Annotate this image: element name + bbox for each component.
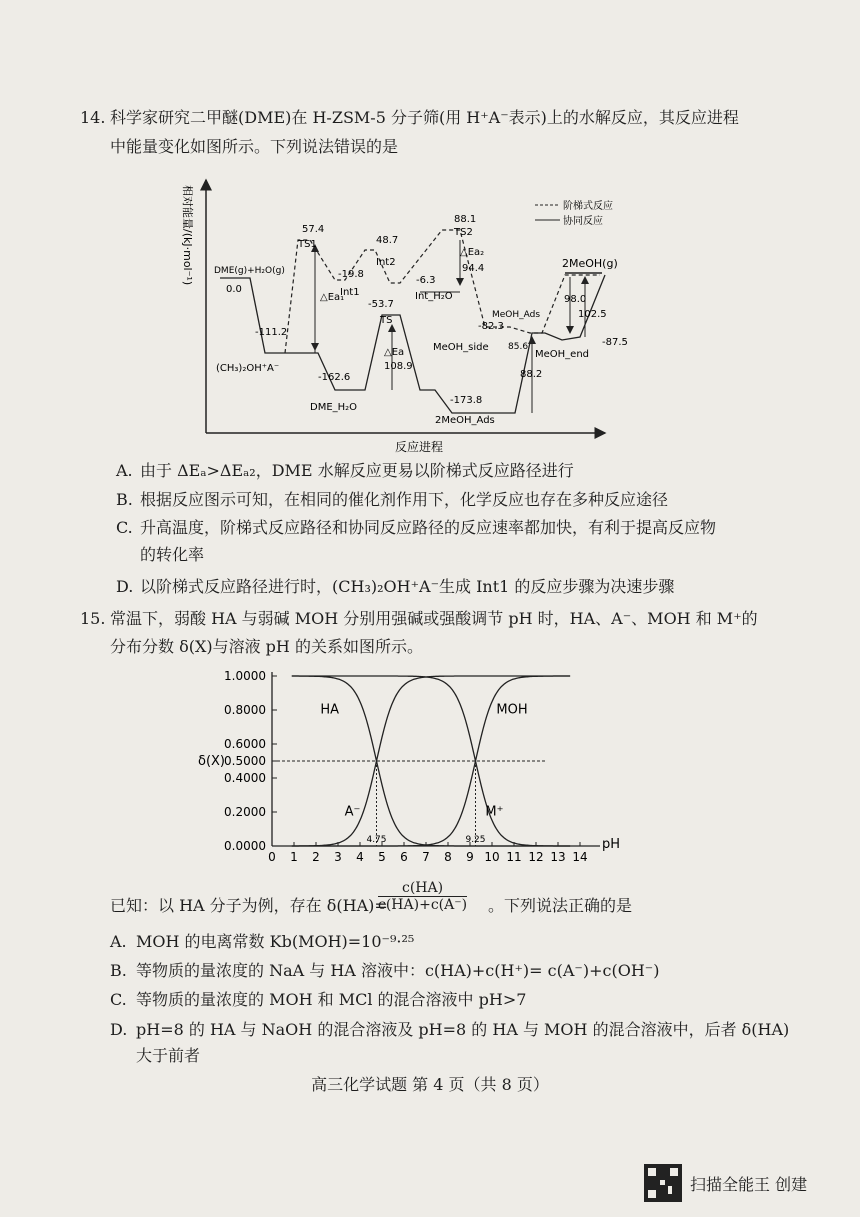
x-tick-label: 3 xyxy=(334,850,342,864)
q14-stem-line2: 中能量变化如图所示。下列说法错误的是 xyxy=(110,137,399,156)
legend-stepwise: 阶梯式反应 xyxy=(563,201,613,212)
qr-code-icon xyxy=(644,1164,682,1202)
label-980: 98.0 xyxy=(564,294,587,305)
x-tick-label: 13 xyxy=(550,850,566,864)
label-1025: 102.5 xyxy=(578,309,607,320)
x-tick-label: 9 xyxy=(466,850,474,864)
y-tick-label: 0.4000 xyxy=(224,771,266,785)
label-0: 0.0 xyxy=(226,284,242,295)
x-tick-label: 10 xyxy=(484,850,500,864)
q15-option-c-text: 等物质的量浓度的 MOH 和 MCl 的混合溶液中 pH>7 xyxy=(136,990,527,1009)
label-ts1: TS1 xyxy=(298,239,317,250)
label-m111: -111.2 xyxy=(255,327,288,338)
label-inth2o: Int_H₂O xyxy=(415,291,453,302)
label-m1738: -173.8 xyxy=(450,395,483,406)
label-dea2: △Ea₂ xyxy=(460,247,485,258)
scanner-watermark: 扫描全能王 创建 xyxy=(690,1175,808,1194)
label-m875: -87.5 xyxy=(602,337,628,348)
label-487: 48.7 xyxy=(376,235,399,246)
label-dea: △Ea xyxy=(384,347,405,358)
y-tick-label: 0.5000 xyxy=(224,754,266,768)
label-882: 88.2 xyxy=(520,369,543,380)
q14-stem-line1: 科学家研究二甲醚(DME)在 H-ZSM-5 分子筛(用 H⁺A⁻表示)上的水解反应，其反应进程 xyxy=(110,108,739,127)
label-944: 94.4 xyxy=(462,263,485,274)
label-M: M⁺ xyxy=(485,804,504,820)
q15-option-b-letter: B. xyxy=(110,961,127,980)
q14-option-c-letter: C. xyxy=(116,518,133,537)
q15-option-b-text: 等物质的量浓度的 NaA 与 HA 溶液中：c(HA)+c(H⁺)= c(A⁻)+c(OH⁻) xyxy=(136,961,660,980)
label-dmeh2o: DME_H₂O xyxy=(310,402,358,413)
q14-option-a-text: 由于 ΔEₐ>ΔEₐ₂，DME 水解反应更易以阶梯式反应路径进行 xyxy=(140,461,574,480)
label-meohg: 2MeOH(g) xyxy=(562,257,618,270)
q14-option-b-letter: B. xyxy=(116,490,133,509)
label-856: 85.6 xyxy=(508,342,529,352)
label-1089: 108.9 xyxy=(384,361,413,372)
q15-stem-line1: 常温下，弱酸 HA 与弱碱 MOH 分别用强碱或强酸调节 pH 时，HA、A⁻、MOH 和 M⁺的 xyxy=(110,609,758,628)
y-tick-label: 0.6000 xyxy=(224,737,266,751)
legend-concerted: 协同反应 xyxy=(563,216,603,227)
q15-known-suffix: 。下列说法正确的是 xyxy=(488,896,633,915)
x-tick-label: 4 xyxy=(356,850,364,864)
label-side: MeOH_side xyxy=(433,342,489,353)
q15-option-a-text: MOH 的电离常数 Kb(MOH)=10⁻⁹·²⁵ xyxy=(136,932,415,951)
q14-option-a-letter: A. xyxy=(116,461,133,480)
x-tick-label: 11 xyxy=(506,850,522,864)
q15-known-prefix: 已知：以 HA 分子为例，存在 δ(HA)= xyxy=(110,896,388,915)
x-tick-label: 6 xyxy=(400,850,408,864)
x-tick-label: 5 xyxy=(378,850,386,864)
q15-fraction xyxy=(378,880,467,913)
label-end: MeOH_end xyxy=(535,349,590,360)
pka-mh-label: 9.25 xyxy=(465,835,486,845)
y-tick-label: 0.2000 xyxy=(224,805,266,819)
label-574: 57.4 xyxy=(302,224,325,235)
energy-diagram xyxy=(170,165,628,455)
q15-option-c-letter: C. xyxy=(110,990,127,1009)
y-axis-label: 相对能量/(kJ·mol⁻¹) xyxy=(181,185,194,286)
label-m198: -19.8 xyxy=(338,269,364,280)
label-int2: Int2 xyxy=(376,257,396,268)
q14-option-d-letter: D. xyxy=(116,577,134,596)
y-tick-label: 1.0000 xyxy=(224,669,266,683)
q14-option-b-text: 根据反应图示可知，在相同的催化剂作用下，化学反应也存在多种反应途径 xyxy=(140,490,669,509)
label-ads2: 2MeOH_Ads xyxy=(435,415,495,426)
y-axis-label: δ(X) xyxy=(198,754,226,769)
label-dme: DME(g)+H₂O(g) xyxy=(214,266,285,276)
label-MOH: MOH xyxy=(496,702,528,718)
label-ts2: TS2 xyxy=(454,227,473,238)
label-ts: TS xyxy=(380,315,393,326)
x-tick-label: 8 xyxy=(444,850,452,864)
x-tick-label: 12 xyxy=(528,850,544,864)
x-tick-label: 1 xyxy=(290,850,298,864)
y-tick-label: 0.0000 xyxy=(224,839,266,853)
q15-option-d-text2: 大于前者 xyxy=(136,1046,201,1065)
x-tick-label: 2 xyxy=(312,850,320,864)
q15-number: 15. xyxy=(80,609,106,628)
label-m823: -82.3 xyxy=(478,321,504,332)
q15-option-a-letter: A. xyxy=(110,932,127,951)
distribution-chart xyxy=(190,660,630,870)
pka-ha-label: 4.75 xyxy=(366,835,387,845)
q14-option-c-text: 升高温度，阶梯式反应路径和协同反应路径的反应速率都加快，有利于提高反应物 xyxy=(140,518,717,537)
fraction-denominator: c(HA)+c(A⁻) xyxy=(378,897,468,913)
q14-option-c-text2: 的转化率 xyxy=(140,545,205,564)
label-m537: -53.7 xyxy=(368,299,394,310)
label-HA: HA xyxy=(320,702,340,718)
x-tick-label: 7 xyxy=(422,850,430,864)
label-881: 88.1 xyxy=(454,214,477,225)
x-axis-label: 反应进程 xyxy=(395,440,444,454)
label-A: A⁻ xyxy=(344,804,361,820)
x-axis-label: pH xyxy=(602,837,621,852)
y-tick-label: 0.8000 xyxy=(224,703,266,717)
label-m63: -6.3 xyxy=(416,275,436,286)
label-meohads: MeOH_Ads xyxy=(492,310,541,320)
x-tick-label: 14 xyxy=(572,850,588,864)
label-int1: Int1 xyxy=(340,287,360,298)
q15-stem-line2: 分布分数 δ(X)与溶液 pH 的关系如图所示。 xyxy=(110,637,423,656)
q14-option-d-text: 以阶梯式反应路径进行时，(CH₃)₂OH⁺A⁻生成 Int1 的反应步骤为决速步骤 xyxy=(140,577,675,596)
page-footer: 高三化学试题 第 4 页（共 8 页） xyxy=(311,1075,549,1094)
label-dea1: △Ea₁ xyxy=(320,292,345,303)
q15-option-d-letter: D. xyxy=(110,1020,128,1039)
fraction-numerator: c(HA) xyxy=(378,880,467,897)
q15-option-d-text: pH=8 的 HA 与 NaOH 的混合溶液及 pH=8 的 HA 与 MOH 的混合溶液中，后者 δ(HA) xyxy=(136,1020,790,1039)
concerted-path xyxy=(220,275,605,413)
label-m162: -162.6 xyxy=(318,372,351,383)
q14-number: 14. xyxy=(80,108,106,127)
x-tick-label: 0 xyxy=(268,850,276,864)
label-ch3: (CH₃)₂OH⁺A⁻ xyxy=(216,363,280,374)
